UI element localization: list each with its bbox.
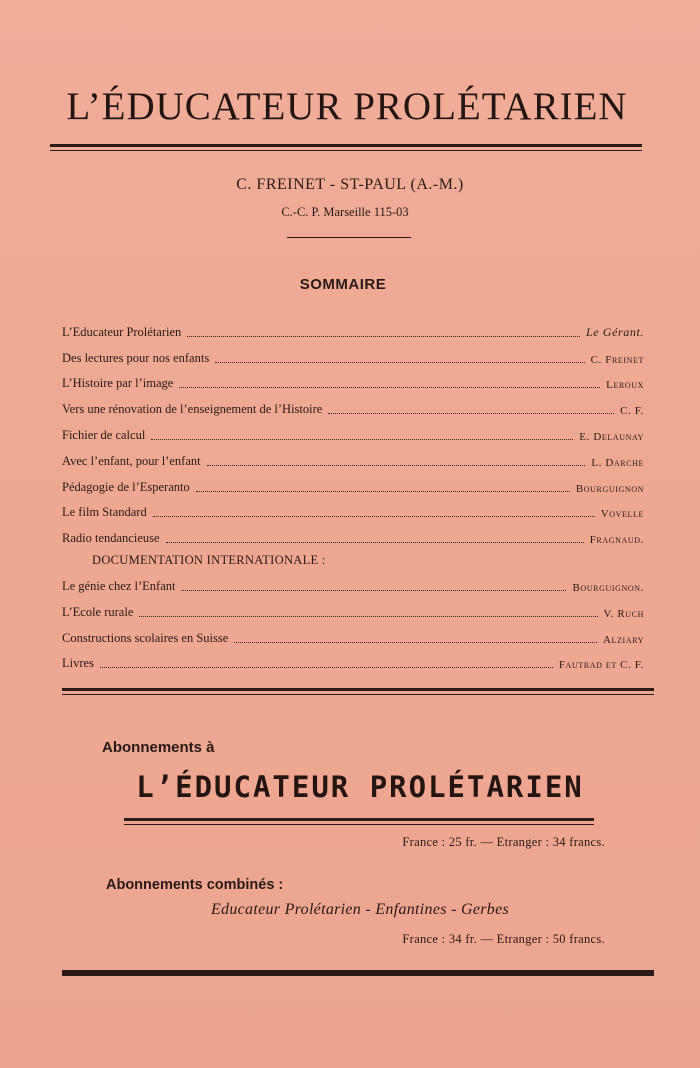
subscriptions-journal-title: L’ÉDUCATEUR PROLÉTARIEN bbox=[136, 770, 584, 804]
toc-entry bbox=[62, 391, 644, 417]
toc-entry-author: Alziary bbox=[602, 633, 644, 646]
toc-entry-author: Bourguignon bbox=[575, 482, 644, 495]
toc-entry-author: V. Ruch bbox=[603, 607, 644, 620]
toc-leader-dots bbox=[153, 516, 595, 517]
bottom-rule bbox=[62, 970, 654, 976]
toc-entry-title: Fichier de calcul bbox=[62, 427, 146, 442]
combined-subscriptions-heading: Abonnements combinés : bbox=[106, 877, 284, 893]
toc-entry bbox=[62, 568, 644, 594]
imprint-author: C. FREINET - ST-PAUL (A.-M.) bbox=[236, 176, 464, 193]
toc-entry-author: C. F. bbox=[620, 405, 644, 418]
toc-entry-author: Fragnaud. bbox=[589, 534, 644, 547]
toc-leader-dots bbox=[234, 642, 597, 643]
toc-entry-title: L’Ecole rurale bbox=[62, 604, 134, 619]
toc-leader-dots bbox=[196, 491, 570, 492]
toc-entry bbox=[62, 620, 644, 646]
toc-entry-title: Radio tendancieuse bbox=[62, 531, 160, 546]
imprint-divider bbox=[287, 237, 411, 238]
documentation-heading: DOCUMENTATION INTERNATIONALE : bbox=[92, 553, 326, 568]
toc-entry-author: Le Gérant. bbox=[586, 324, 644, 339]
toc-entry-title: Pédagogie de l’Esperanto bbox=[62, 479, 190, 494]
toc-entry bbox=[62, 314, 644, 340]
toc-entry bbox=[62, 646, 644, 672]
toc-entry-author: Leroux bbox=[606, 379, 644, 392]
toc-entry bbox=[62, 469, 644, 495]
toc-entry bbox=[62, 366, 644, 392]
toc-leader-dots bbox=[139, 616, 597, 617]
subscription-price: France : 25 fr. — Etranger : 34 francs. bbox=[402, 835, 605, 849]
toc-leader-dots bbox=[207, 465, 586, 466]
toc-entry-title: Le film Standard bbox=[62, 505, 147, 520]
toc-entry bbox=[62, 340, 644, 366]
toc-entry-author: C. Freinet bbox=[590, 353, 644, 366]
toc-entry-title: Le génie chez l’Enfant bbox=[62, 578, 176, 593]
section-rule bbox=[62, 688, 654, 695]
sommaire-heading: SOMMAIRE bbox=[299, 276, 387, 293]
combined-subscription-titles: Educateur Prolétarien - Enfantines - Gerbes bbox=[210, 901, 510, 918]
toc-entry-author: Fautrad et C. F. bbox=[558, 659, 644, 672]
combined-subscription-price: France : 34 fr. — Etranger : 50 francs. bbox=[402, 932, 605, 946]
subscriptions-heading: Abonnements à bbox=[102, 739, 215, 756]
toc-entry-title: L’Histoire par l’image bbox=[62, 376, 174, 391]
toc-leader-dots bbox=[181, 590, 566, 591]
toc-entry bbox=[62, 520, 644, 546]
toc-entry-author: L. Darche bbox=[591, 456, 644, 469]
table-of-contents bbox=[62, 314, 644, 671]
toc-leader-dots bbox=[151, 439, 573, 440]
toc-entry-author: Vovelle bbox=[600, 508, 644, 521]
imprint-ccp: C.-C. P. Marseille 115-03 bbox=[281, 205, 409, 219]
toc-leader-dots bbox=[328, 413, 614, 414]
toc-entry-author: Bourguignon. bbox=[572, 581, 644, 594]
toc-entry bbox=[62, 495, 644, 521]
masthead-rule bbox=[50, 144, 642, 151]
toc-entry bbox=[62, 417, 644, 443]
toc-entry-title: Vers une rénovation de l’enseignement de l’Histoire bbox=[62, 402, 323, 417]
toc-entry-title: Avec l’enfant, pour l’enfant bbox=[62, 453, 201, 468]
toc-leader-dots bbox=[187, 336, 580, 337]
toc-leader-dots bbox=[215, 362, 584, 363]
toc-entry-title: L’Educateur Prolétarien bbox=[62, 324, 182, 339]
toc-leader-dots bbox=[100, 667, 553, 668]
journal-title-rule bbox=[124, 818, 594, 825]
toc-entry-title: Constructions scolaires en Suisse bbox=[62, 630, 229, 645]
toc-entry-title: Des lectures pour nos enfants bbox=[62, 350, 210, 365]
toc-entry-title: Livres bbox=[62, 656, 94, 671]
toc-entry bbox=[62, 594, 644, 620]
masthead-title: L’ÉDUCATEUR PROLÉTARIEN bbox=[66, 85, 628, 128]
toc-leader-dots bbox=[166, 542, 584, 543]
toc-leader-dots bbox=[179, 387, 600, 388]
toc-entry bbox=[62, 443, 644, 469]
toc-entry-author: E. Delaunay bbox=[579, 430, 644, 443]
